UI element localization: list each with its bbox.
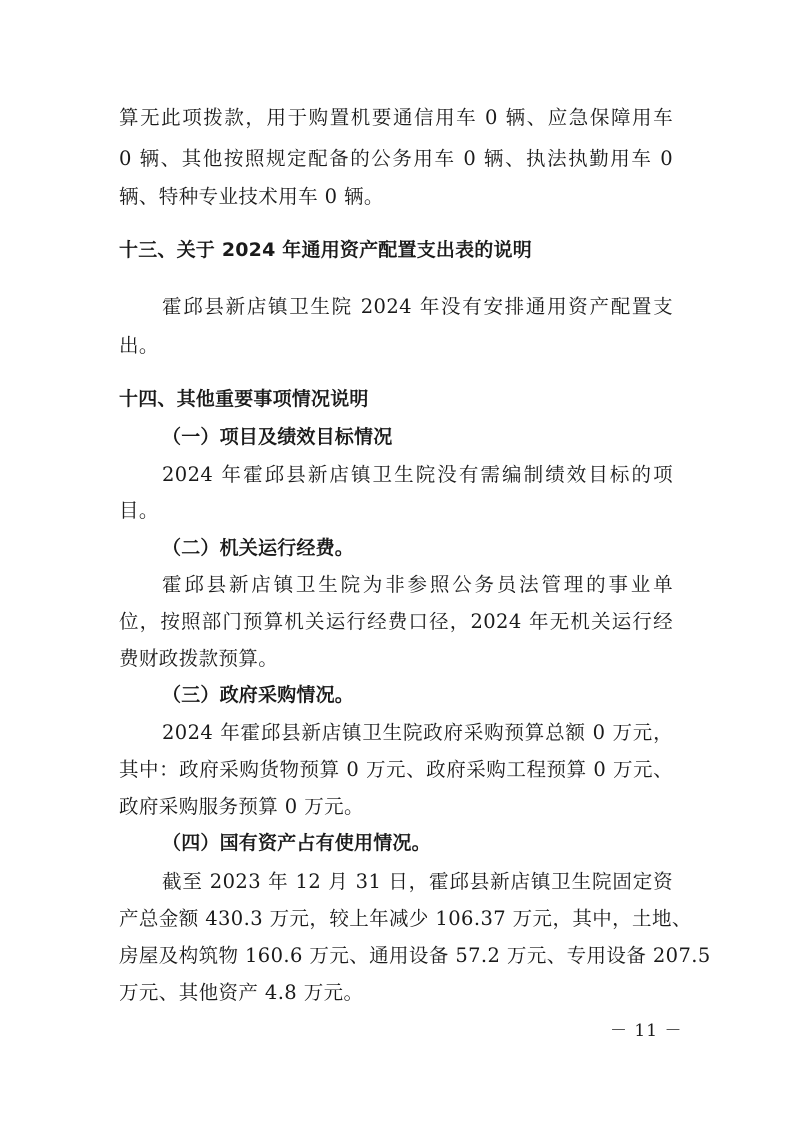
body-text-line: 霍邱县新店镇卫生院为非参照公务员法管理的事业单 xyxy=(162,573,673,596)
body-text-line: 房屋及构筑物 160.6 万元、通用设备 57.2 万元、专用设备 207.5 xyxy=(119,944,711,967)
body-text-line: 产总金额 430.3 万元，较上年减少 106.37 万元，其中，土地、 xyxy=(119,907,692,930)
section-heading-13: 十三、关于 2024 年通用资产配置支出表的说明 xyxy=(119,239,532,261)
body-text-line: 费财政拨款预算。 xyxy=(119,647,279,670)
body-text-line: 0 辆、其他按照规定配备的公务用车 0 辆、执法执勤用车 0 xyxy=(119,147,673,170)
body-text-line: 政府采购服务预算 0 万元。 xyxy=(119,795,364,818)
body-text-line: 出。 xyxy=(119,334,159,357)
body-text-line: 算无此项拨款，用于购置机要通信用车 0 辆、应急保障用车 xyxy=(119,106,673,129)
subsection-heading-1: （一）项目及绩效目标情况 xyxy=(162,426,393,448)
body-text-line: 2024 年霍邱县新店镇卫生院没有需编制绩效目标的项 xyxy=(162,463,673,486)
subsection-heading-3: （三）政府采购情况。 xyxy=(162,684,355,706)
body-text-line: 截至 2023 年 12 月 31 日，霍邱县新店镇卫生院固定资 xyxy=(162,870,673,893)
subsection-heading-2: （二）机关运行经费。 xyxy=(162,537,355,559)
body-text-line: 2024 年霍邱县新店镇卫生院政府采购预算总额 0 万元， xyxy=(162,721,673,744)
body-text-line: 辆、特种专业技术用车 0 辆。 xyxy=(119,185,384,208)
body-text-line: 霍邱县新店镇卫生院 2024 年没有安排通用资产配置支 xyxy=(162,295,673,318)
body-text-line: 目。 xyxy=(119,499,159,522)
page-number: － 11 － xyxy=(610,1021,683,1041)
section-heading-14: 十四、其他重要事项情况说明 xyxy=(119,388,369,410)
body-text-line: 万元、其他资产 4.8 万元。 xyxy=(119,981,364,1004)
body-text-line: 位，按照部门预算机关运行经费口径，2024 年无机关运行经 xyxy=(119,610,673,633)
subsection-heading-4: （四）国有资产占有使用情况。 xyxy=(162,832,431,854)
body-text-line: 其中：政府采购货物预算 0 万元、政府采购工程预算 0 万元、 xyxy=(119,758,673,781)
